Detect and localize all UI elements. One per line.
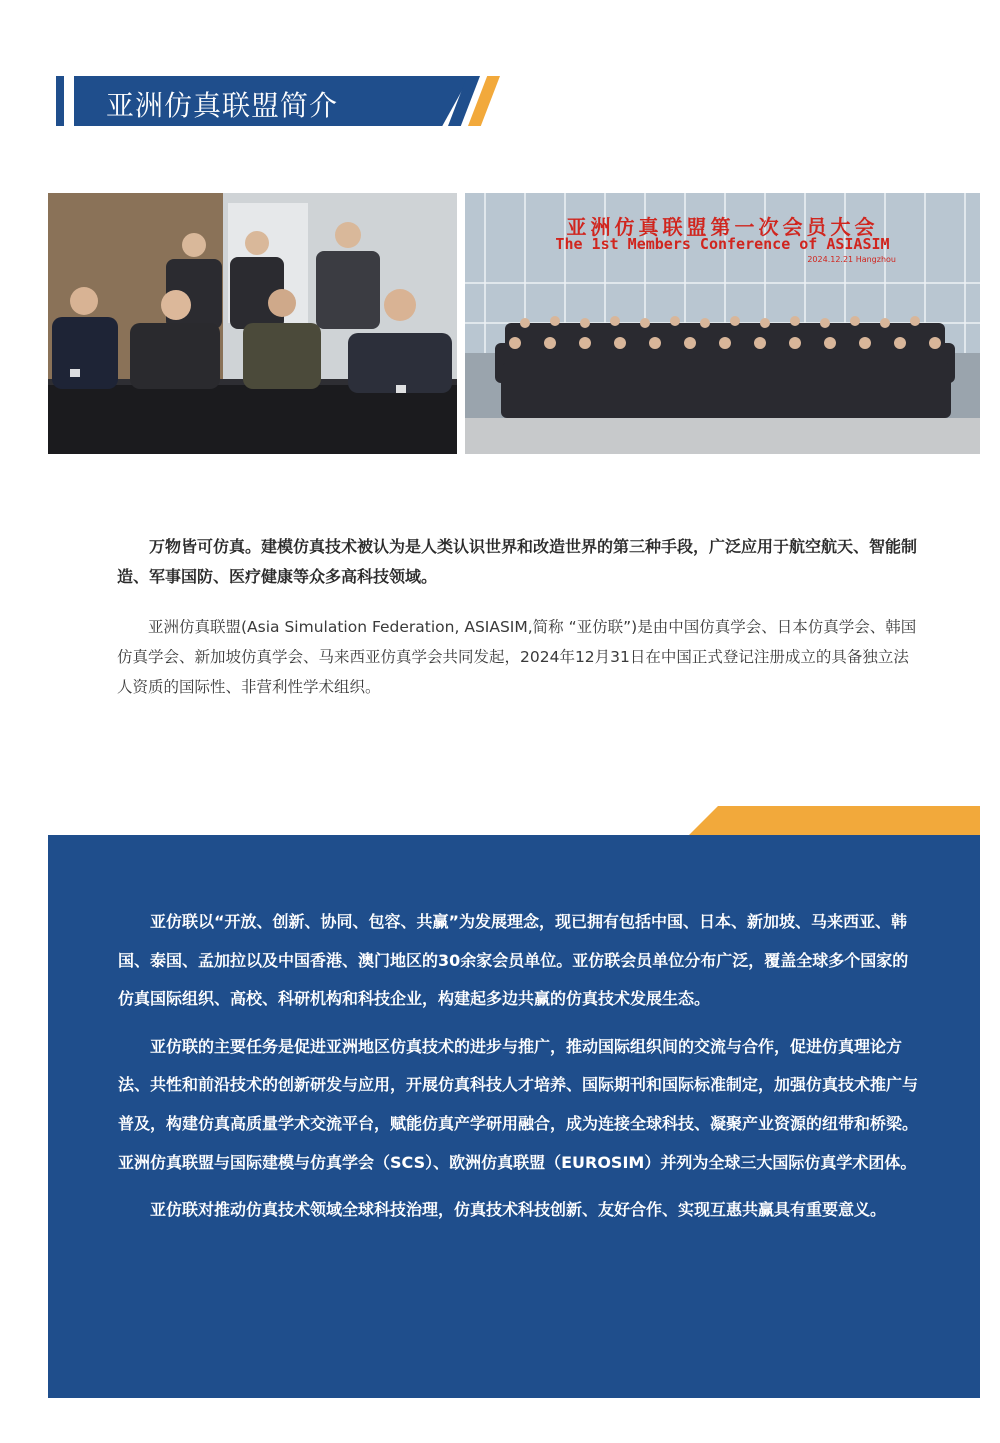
panel-text xyxy=(118,903,918,1230)
conference-group-photo xyxy=(465,193,980,454)
conference-caption-cn: 亚洲仿真联盟第一次会员大会 xyxy=(566,215,879,239)
intro-paragraph-2: 亚洲仿真联盟(Asia Simulation Federation, ASIASIM,简称 “亚仿联”)是由中国仿真学会、日本仿真学会、韩国仿真学会、新加坡仿真学会、马来西亚仿真学会共同发起，2024年12月31日在中国正式登记注册成立的具备独立法人资质的国际性、非营利性学术组织。 xyxy=(117,618,917,696)
signing-ceremony-illustration xyxy=(48,193,457,454)
panel-paragraph-1: 亚仿联以“开放、创新、协同、包容、共赢”为发展理念，现已拥有包括中国、日本、新加坡、马来西亚、韩国、泰国、孟加拉以及中国香港、澳门地区的30余家会员单位。亚仿联会员单位分布广泛，覆盖全球多个国家的仿真国际组织、高校、科研机构和科技企业，构建起多边共赢的仿真技术发展生态。 xyxy=(118,912,909,1009)
page-title: 亚洲仿真联盟简介 xyxy=(106,89,339,122)
intro-section xyxy=(117,532,917,702)
panel-paragraph-2: 亚仿联的主要任务是促进亚洲地区仿真技术的进步与推广，推动国际组织间的交流与合作，促进仿真理论方法、共性和前沿技术的创新研发与应用，开展仿真科技人才培养、国际期刊和国际标准制定，加强仿真技术推广与普及，构建仿真高质量学术交流平台，赋能仿真产学研用融合，成为连接全球科技、凝聚产业资源的纽带和桥梁。亚洲仿真联盟与国际建模与仿真学会（SCS）、欧洲仿真联盟（EUROSIM）并列为全球三大国际仿真学术团体。 xyxy=(118,1036,919,1172)
mission-panel xyxy=(48,835,980,1398)
section-header xyxy=(56,76,496,128)
panel-paragraph-3: 亚仿联对推动仿真技术领域全球科技治理，仿真技术科技创新、友好合作、实现互惠共赢具有重要意义。 xyxy=(150,1200,887,1220)
signing-ceremony-photo xyxy=(48,193,457,454)
header-accent-bar xyxy=(56,76,64,126)
intro-paragraph-1: 万物皆可仿真。建模仿真技术被认为是人类认识世界和改造世界的第三种手段，广泛应用于航空航天、智能制造、军事国防、医疗健康等众多高科技领域。 xyxy=(117,537,918,586)
conference-caption-date: 2024.12.21 Hangzhou xyxy=(807,255,896,264)
panel-corner-accent xyxy=(688,806,980,836)
conference-caption-en: The 1st Members Conference of ASIASIM xyxy=(555,235,890,253)
